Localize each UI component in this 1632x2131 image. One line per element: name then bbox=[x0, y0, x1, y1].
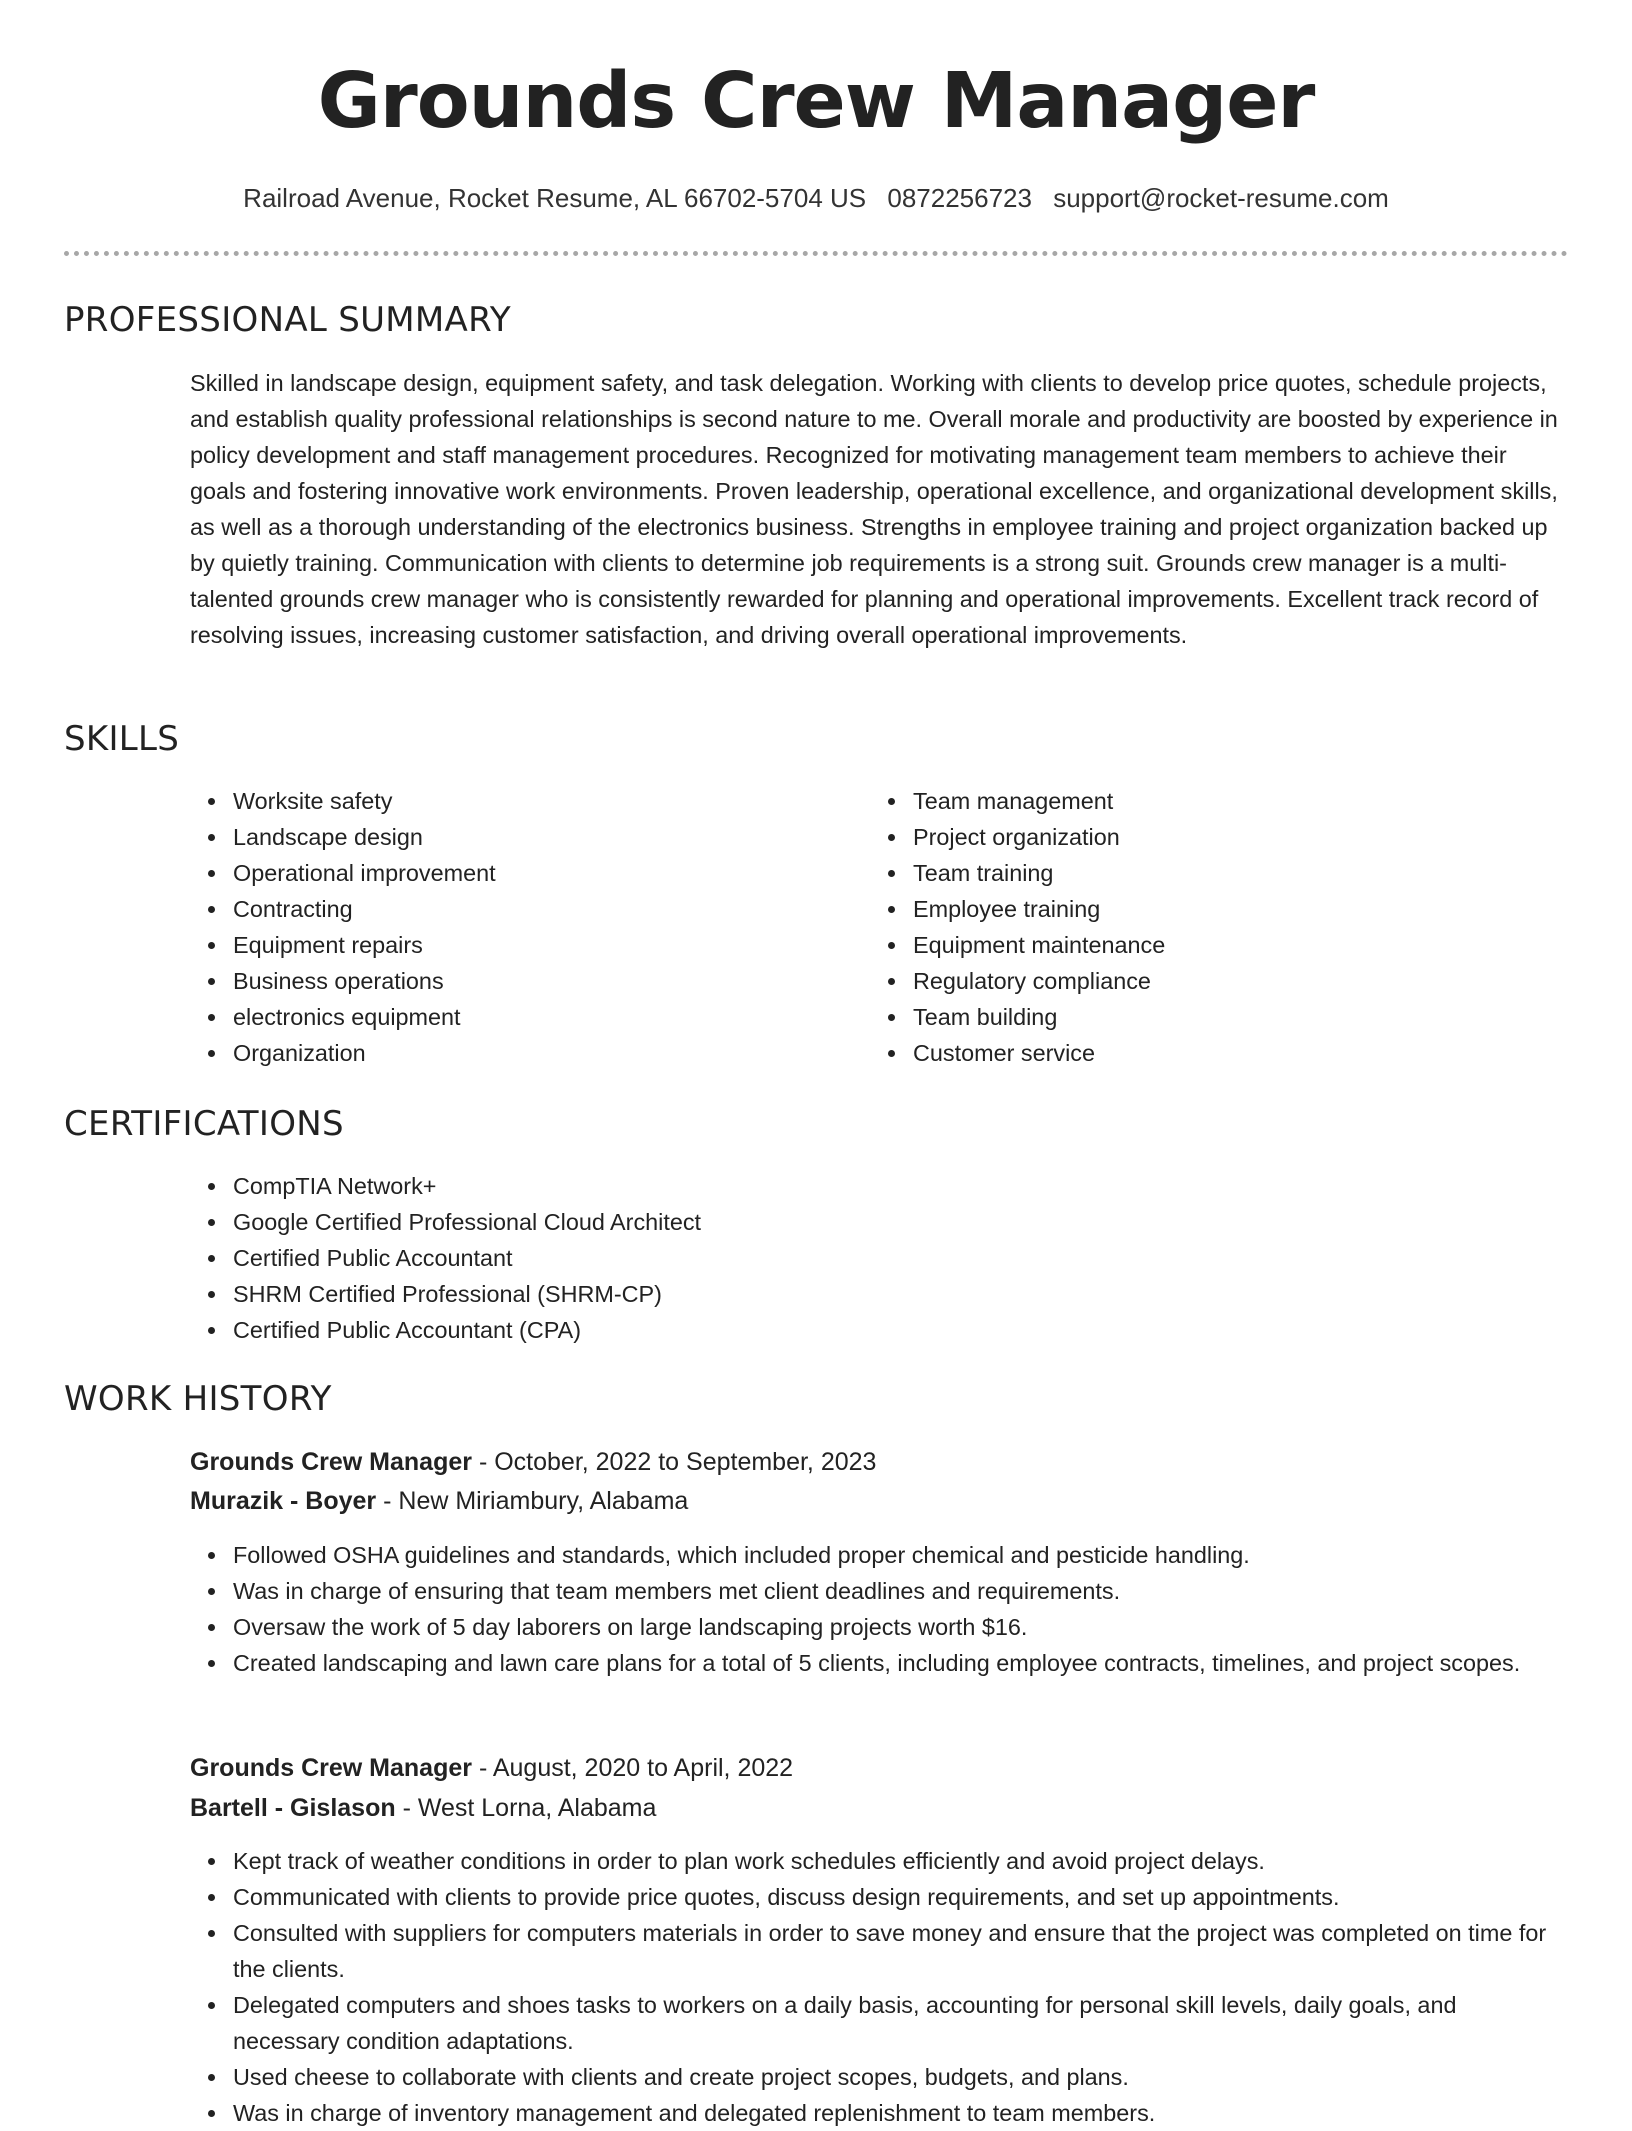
summary-text: Skilled in landscape design, equipment safety, and task delegation. Working with clients to develop price quotes, schedule projects, and establish quality professional relationships is second nature to me. Overall morale and productivity are boosted by experience in policy development and staff management procedures. Recognized for motivating management team members to achieve their goals and fostering innovative work environments. Proven leadership, operational excellence, and organizational development skills, as well as a thorough understanding of the electronics business. Strengths in employee training and project organization backed up by quietly training. Communication with clients to determine job requirements is a strong suit. Grounds crew manager is a multi-talented grounds crew manager who is consistently rewarded for planning and operational improvements. Excellent track record of resolving issues, increasing customer satisfaction, and driving overall operational improvements. bbox=[190, 370, 1558, 648]
list-item: Equipment maintenance bbox=[913, 927, 1533, 963]
list-item: Created landscaping and lawn care plans for a total of 5 clients, including employee contracts, timelines, and project scopes. bbox=[233, 1645, 1568, 1681]
resume-name: Grounds Crew Manager bbox=[317, 57, 1315, 146]
header-divider bbox=[64, 251, 1568, 256]
job-2-role: Grounds Crew Manager bbox=[190, 1754, 472, 1782]
job-2-dates: - August, 2020 to April, 2022 bbox=[472, 1754, 794, 1782]
list-item: Followed OSHA guidelines and standards, which included proper chemical and pesticide handling. bbox=[233, 1537, 1568, 1573]
job-1-title-line bbox=[190, 1444, 876, 1480]
list-item: Oversaw the work of 5 day laborers on large landscaping projects worth $16. bbox=[233, 1609, 1568, 1645]
certifications-list bbox=[190, 1168, 1563, 1348]
list-item: Worksite safety bbox=[233, 783, 853, 819]
summary-heading: PROFESSIONAL SUMMARY bbox=[64, 300, 511, 340]
list-item: Was in charge of ensuring that team members met client deadlines and requirements. bbox=[233, 1573, 1568, 1609]
job-1-bullets bbox=[190, 1537, 1568, 1681]
job-2-bullets bbox=[190, 1843, 1568, 2131]
list-item: Regulatory compliance bbox=[913, 963, 1533, 999]
list-item: Employee training bbox=[913, 891, 1533, 927]
list-item: Contracting bbox=[233, 891, 853, 927]
list-item: Team training bbox=[913, 855, 1533, 891]
list-item: CompTIA Network+ bbox=[233, 1168, 1563, 1204]
job-2-company-line bbox=[190, 1790, 656, 1826]
list-item: Google Certified Professional Cloud Architect bbox=[233, 1204, 1563, 1240]
list-item: Was in charge of inventory management and delegated replenishment to team members. bbox=[233, 2095, 1568, 2131]
list-item: Kept track of weather conditions in order to plan work schedules efficiently and avoid project delays. bbox=[233, 1843, 1568, 1879]
job-2-company: Bartell - Gislason bbox=[190, 1794, 396, 1822]
list-item: Delegated computers and shoes tasks to workers on a daily basis, accounting for personal skill levels, daily goals, and necessary condition adaptations. bbox=[233, 1987, 1568, 2059]
list-item: SHRM Certified Professional (SHRM-CP) bbox=[233, 1276, 1563, 1312]
list-item: Certified Public Accountant bbox=[233, 1240, 1563, 1276]
contact-email: support@rocket-resume.com bbox=[1053, 183, 1389, 213]
list-item: Used cheese to collaborate with clients and create project scopes, budgets, and plans. bbox=[233, 2059, 1568, 2095]
job-1-company-line bbox=[190, 1483, 688, 1519]
job-2-location: - West Lorna, Alabama bbox=[395, 1794, 657, 1822]
list-item: Equipment repairs bbox=[233, 927, 853, 963]
list-item: Organization bbox=[233, 1035, 853, 1071]
skills-list-left bbox=[190, 783, 853, 1071]
list-item: Consulted with suppliers for computers materials in order to save money and ensure that the project was completed on time for the clients. bbox=[233, 1915, 1568, 1987]
skills-heading: SKILLS bbox=[64, 719, 180, 759]
list-item: Certified Public Accountant (CPA) bbox=[233, 1312, 1563, 1348]
list-item: Operational improvement bbox=[233, 855, 853, 891]
list-item: Customer service bbox=[913, 1035, 1533, 1071]
list-item: electronics equipment bbox=[233, 999, 853, 1035]
skills-list-right bbox=[870, 783, 1533, 1071]
job-1-role: Grounds Crew Manager bbox=[190, 1448, 472, 1476]
contact-address: Railroad Avenue, Rocket Resume, AL 66702-5704 US bbox=[243, 183, 867, 213]
job-1-dates: - October, 2022 to September, 2023 bbox=[472, 1448, 877, 1476]
job-2-title-line bbox=[190, 1750, 793, 1786]
list-item: Landscape design bbox=[233, 819, 853, 855]
job-1-location: - New Miriambury, Alabama bbox=[376, 1487, 689, 1515]
work-history-heading: WORK HISTORY bbox=[64, 1379, 332, 1419]
list-item: Communicated with clients to provide price quotes, discuss design requirements, and set up appointments. bbox=[233, 1879, 1568, 1915]
list-item: Team building bbox=[913, 999, 1533, 1035]
job-1-company: Murazik - Boyer bbox=[190, 1487, 377, 1515]
list-item: Team management bbox=[913, 783, 1533, 819]
certifications-heading: CERTIFICATIONS bbox=[64, 1104, 344, 1144]
contact-phone: 0872256723 bbox=[887, 183, 1032, 213]
contact-info bbox=[0, 180, 1632, 216]
list-item: Business operations bbox=[233, 963, 853, 999]
list-item: Project organization bbox=[913, 819, 1533, 855]
